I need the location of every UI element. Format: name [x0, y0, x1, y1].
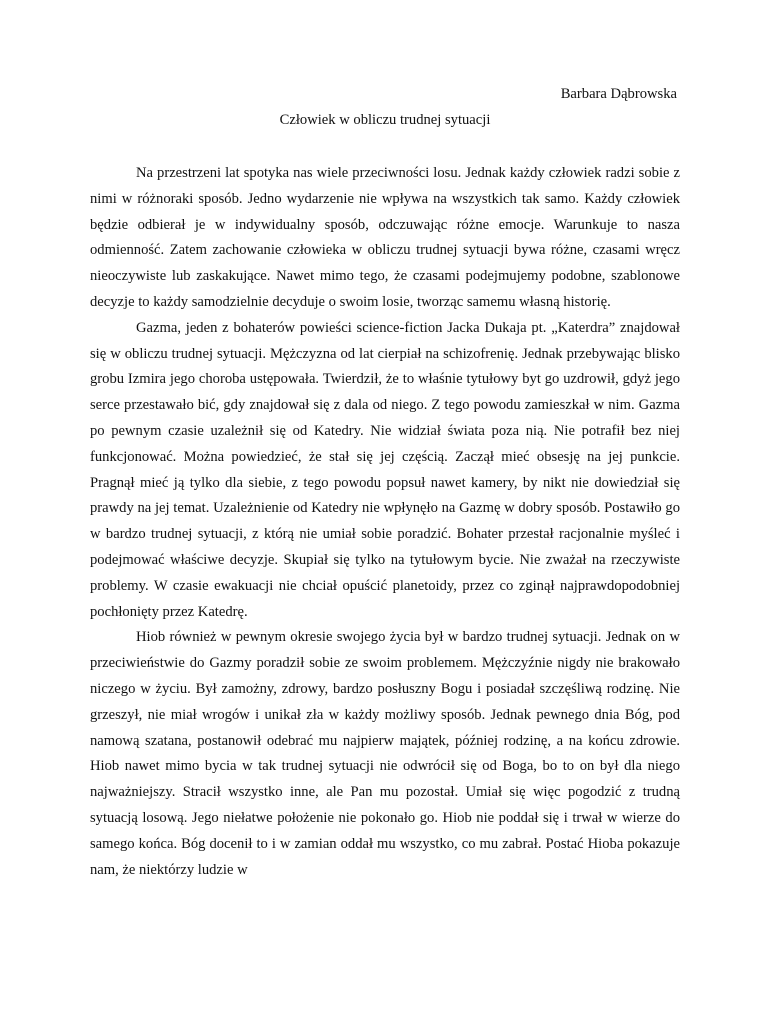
- document-title: Człowiek w obliczu trudnej sytuacji: [279, 112, 491, 128]
- paragraph-1: Na przestrzeni lat spotyka nas wiele przeciwności losu. Jednak każdy człowiek radzi sobie z nimi w różnoraki sposób. Jedno wydarzenie nie wpływa na wszystkich tak samo. Każdy człowiek będzie odbierał je w indywidualny sposób, odczuwając różne emocje. Warunkuje to nasza odmienność. Zatem zachowanie człowieka w obliczu trudnej sytuacji bywa różne, czasami wręcz nieoczywiste lub zaskakujące. Nawet mimo tego, że czasami podejmujemy podobne, szablonowe decyzje to każdy samodzielnie decyduje o swoim losie, tworząc samemu własną historię.: [90, 165, 680, 310]
- author-name: Barbara Dąbrowska: [560, 86, 677, 102]
- document-body: [90, 161, 680, 883]
- paragraph-2: Gazma, jeden z bohaterów powieści science-fiction Jacka Dukaja pt. „Katerdra” znajdował się w obliczu trudnej sytuacji. Mężczyzna od lat cierpiał na schizofrenię. Jednak przebywając blisko grobu Izmira jego choroba ustępowała. Twierdził, że to właśnie tytułowy byt go uzdrowił, gdyż jego serce przestawało bić, gdy znajdował się z dala od niego. Z tego powodu zamieszkał w nim. Gazma po pewnym czasie uzależnił się od Katedry. Nie widział świata poza nią. Nie potrafił bez niej funkcjonować. Można powiedzieć, że stał się jej częścią. Zaczął mieć obsesję na jej punkcie. Pragnął mieć ją tylko dla siebie, z tego powodu popsuł nawet kamery, by nikt nie dowiedział się prawdy na jej temat. Uzależnienie od Katedry nie wpłynęło na Gazmę w dobry sposób. Postawiło go w bardzo trudnej sytuacji, z którą nie umiał sobie poradzić. Bohater przestał racjonalnie myśleć i podejmować właściwe decyzje. Skupiał się tylko na tytułowym bycie. Nie zważał na rzeczywiste problemy. W czasie ewakuacji nie chciał opuścić planetoidy, przez co zginął najprawdopodobniej pochłonięty przez Katedrę.: [90, 319, 680, 620]
- paragraph-3: Hiob również w pewnym okresie swojego życia był w bardzo trudnej sytuacji. Jednak on w przeciwieństwie do Gazmy poradził sobie ze swoim problemem. Mężczyźnie nigdy nie brakowało niczego w życiu. Był zamożny, zdrowy, bardzo posłuszny Bogu i posiadał szczęśliwą rodzinę. Nie grzeszył, nie miał wrogów i unikał zła w każdy możliwy sposób. Jednak pewnego dnia Bóg, pod namową szatana, postanowił odebrać mu najpierw majątek, później rodzinę, a na końcu zdrowie. Hiob nawet mimo bycia w tak trudnej sytuacji nie odwrócił się od Boga, bo to on był dla niego najważniejszy. Stracił wszystko inne, ale Pan mu pozostał. Umiał się więc pogodzić z trudną sytuacją losową. Jego niełatwe położenie nie pokonało go. Hiob nie poddał się i trwał w wierze do samego końca. Bóg docenił to i w zamian oddał mu wszystko, co mu zabrał. Postać Hioba pokazuje nam, że niektórzy ludzie w: [90, 629, 680, 878]
